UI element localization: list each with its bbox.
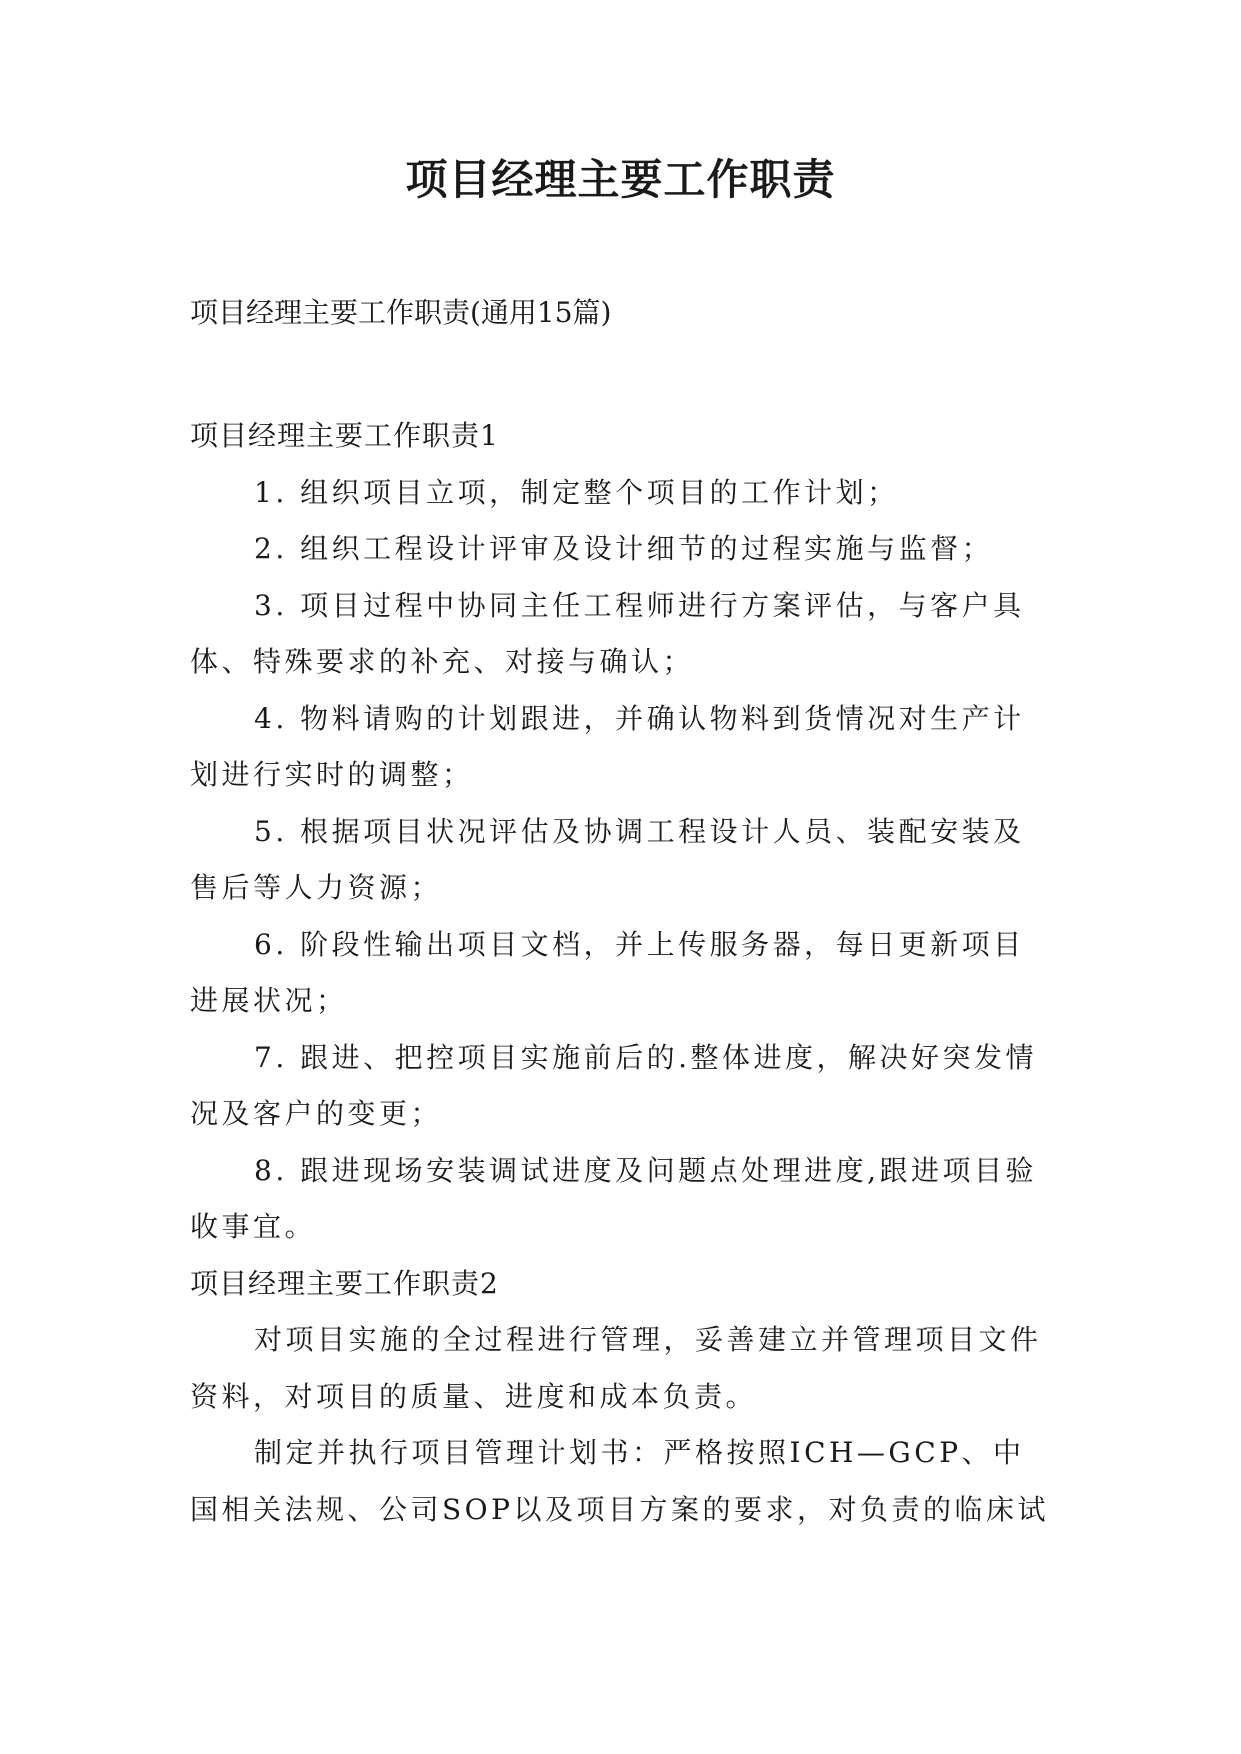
document-body — [190, 408, 1052, 1538]
paragraph: 制定并执行项目管理计划书：严格按照ICH—GCP、中国相关法规、公司SOP以及项目方案的要求，对负责的临床试 — [190, 1436, 1049, 1526]
document-title: 项目经理主要工作职责 — [405, 155, 836, 204]
list-item: 4. 物料请购的计划跟进，并确认物料到货情况对生产计划进行实时的调整； — [190, 701, 1025, 791]
list-item: 3. 项目过程中协同主任工程师进行方案评估，与客户具体、特殊要求的补充、对接与确认； — [190, 588, 1025, 678]
section-heading: 项目经理主要工作职责2 — [190, 1266, 499, 1300]
document-subtitle: 项目经理主要工作职责(通用15篇) — [190, 296, 612, 329]
paragraph: 对项目实施的全过程进行管理，妥善建立并管理项目文件资料，对项目的质量、进度和成本负责。 — [190, 1323, 1042, 1413]
list-item: 7. 跟进、把控项目实施前后的.整体进度，解决好突发情况及客户的变更； — [190, 1040, 1038, 1130]
list-item: 2. 组织工程设计评审及设计细节的过程实施与监督； — [254, 532, 994, 565]
list-item: 6. 阶段性输出项目文档，并上传服务器，每日更新项目进展状况； — [190, 927, 1025, 1017]
section-heading: 项目经理主要工作职责1 — [190, 419, 499, 452]
list-item: 8. 跟进现场安装调试进度及问题点处理进度,跟进项目验收事宜。 — [190, 1153, 1038, 1243]
list-item: 5. 根据项目状况评估及协调工程设计人员、装配安装及售后等人力资源； — [190, 814, 1025, 904]
list-item: 1. 组织项目立项，制定整个项目的工作计划； — [254, 475, 899, 509]
